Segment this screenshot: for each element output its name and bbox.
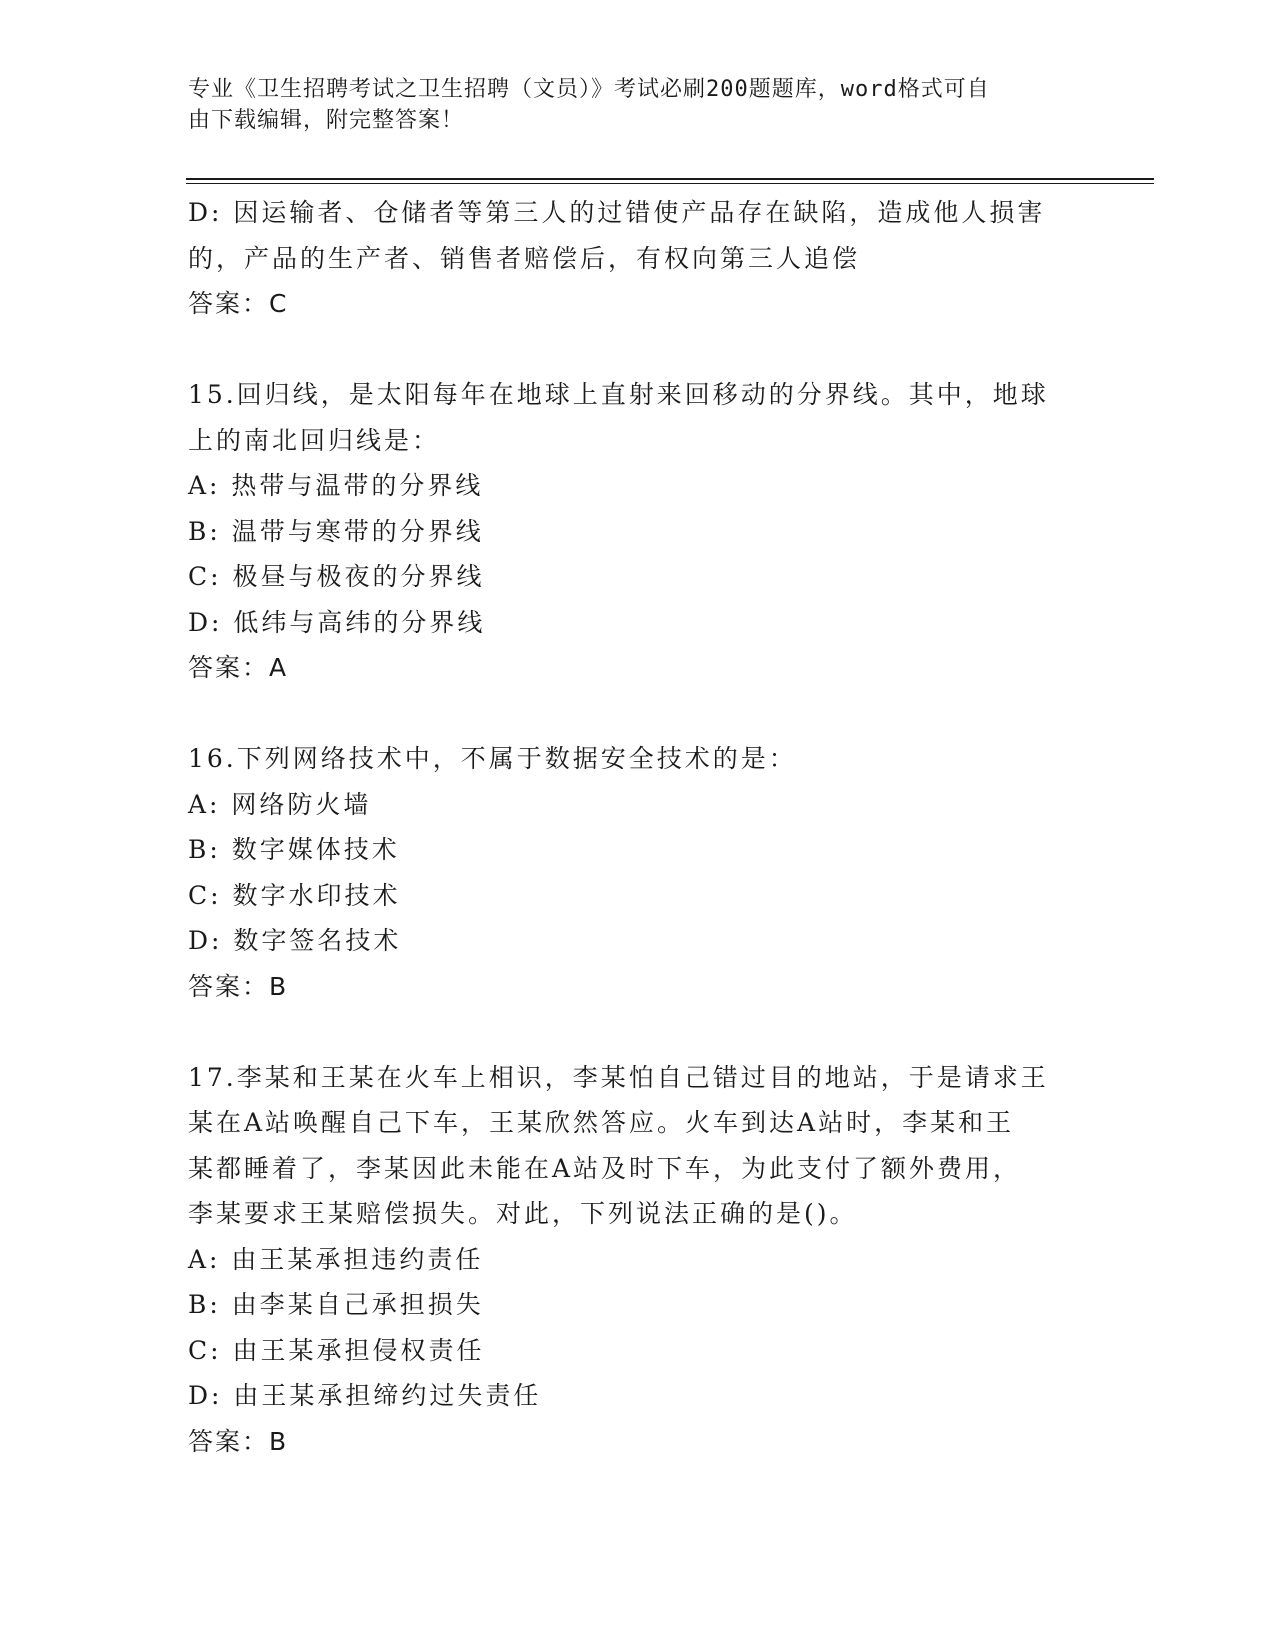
spacer	[188, 327, 1088, 373]
document-header	[188, 74, 1068, 136]
question-stem-continued: 李某要求王某赔偿损失。对此，下列说法正确的是()。	[188, 1199, 858, 1228]
answer-line: 答案：A	[188, 653, 289, 682]
header-line-2: 由下载编辑，附完整答案！	[188, 108, 465, 133]
document-body	[188, 190, 1088, 1464]
option-a: A: 热带与温带的分界线	[188, 471, 484, 500]
question-stem-continued: 上的南北回归线是：	[188, 425, 441, 455]
option-d: D: 由王某承担缔约过失责任	[188, 1381, 542, 1410]
header-line-1: 专业《卫生招聘考试之卫生招聘（文员）》考试必刷200题题库，word格式可自	[188, 77, 990, 102]
answer-line: 答案：C	[188, 289, 289, 318]
option-c: C: 数字水印技术	[188, 880, 401, 910]
spacer	[188, 1009, 1088, 1055]
question-stem-continued: 某都睡着了，李某因此未能在A站及时下车，为此支付了额外费用，	[188, 1153, 1022, 1183]
question-stem: 15.回归线，是太阳每年在地球上直射来回移动的分界线。其中，地球	[188, 380, 1049, 409]
option-b: B: 温带与寒带的分界线	[188, 516, 484, 546]
option-d: D: 低纬与高纬的分界线	[188, 607, 486, 637]
option-d: D: 数字签名技术	[188, 926, 402, 955]
spacer	[188, 691, 1088, 737]
header-rule-thick	[186, 178, 1154, 180]
answer-line: 答案：B	[188, 1426, 289, 1456]
question-16	[188, 736, 1088, 1009]
option-a: A: 网络防火墙	[188, 789, 372, 819]
question-stem-continued: 某在A站唤醒自己下车，王某欣然答应。火车到达A站时，李某和王	[188, 1108, 1015, 1137]
option-b: B: 数字媒体技术	[188, 835, 400, 864]
question-stem: 16.下列网络技术中，不属于数据安全技术的是：	[188, 744, 797, 773]
question-stem: 17.李某和王某在火车上相识，李某怕自己错过目的地站，于是请求王	[188, 1062, 1049, 1092]
header-rule-thin	[186, 183, 1154, 184]
question-14-tail	[188, 190, 1088, 327]
option-d-continued: 的，产品的生产者、销售者赔偿后，有权向第三人追偿	[188, 243, 861, 273]
answer-line: 答案：B	[188, 971, 289, 1001]
option-c: C: 由王某承担侵权责任	[188, 1335, 485, 1365]
option-d: D: 因运输者、仓储者等第三人的过错使产品存在缺陷，造成他人损害	[188, 198, 1046, 227]
option-c: C: 极昼与极夜的分界线	[188, 562, 485, 591]
option-a: A: 由王某承担违约责任	[188, 1244, 484, 1274]
question-17	[188, 1055, 1088, 1465]
question-15	[188, 372, 1088, 691]
option-b: B: 由李某自己承担损失	[188, 1290, 484, 1319]
